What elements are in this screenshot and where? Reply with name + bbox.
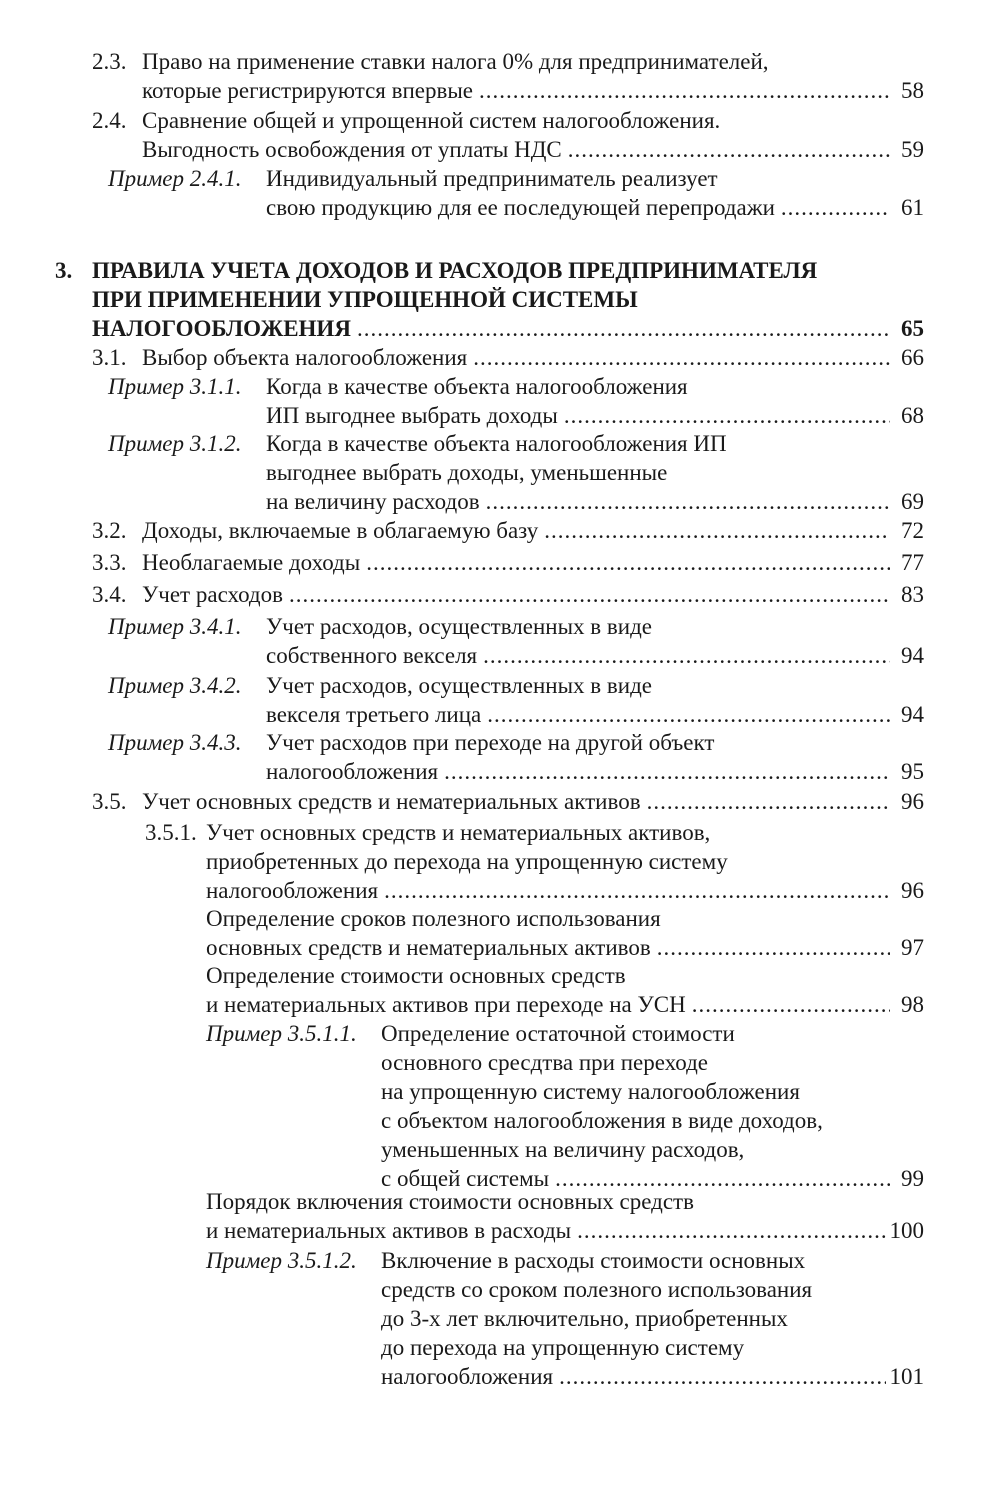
- toc-chapter-line: НАЛОГООБЛОЖЕНИЯ: [92, 316, 351, 341]
- toc-label: 3.2.: [92, 518, 127, 543]
- toc-label: Пример 3.1.2.: [108, 431, 242, 456]
- toc-label: 3.3.: [92, 550, 127, 575]
- toc-line: Учет расходов: [142, 582, 283, 607]
- toc-line: Выбор объекта налогообложения: [142, 345, 468, 370]
- toc-label: Пример 3.5.1.1.: [206, 1021, 357, 1046]
- toc-page-number: 96: [901, 789, 924, 814]
- toc-page-number: 66: [901, 345, 924, 370]
- toc-label: 2.4.: [92, 108, 127, 133]
- toc-label: 3.1.: [92, 345, 127, 370]
- toc-chapter-line: ПРИ ПРИМЕНЕНИИ УПРОЩЕННОЙ СИСТЕМЫ: [92, 287, 638, 312]
- toc-line: Право на применение ставки налога 0% для предпринимателей,: [142, 49, 769, 74]
- toc-line: ИП выгоднее выбрать доходы: [266, 403, 558, 428]
- toc-page-number: 96: [901, 878, 924, 903]
- toc-line: Включение в расходы стоимости основных: [381, 1248, 806, 1273]
- toc-line: с общей системы: [381, 1166, 550, 1191]
- toc-label: Пример 3.4.2.: [108, 673, 242, 698]
- toc-line: приобретенных до перехода на упрощенную систему: [206, 849, 728, 874]
- toc-line: налогообложения: [266, 759, 439, 784]
- toc-page-number: 83: [901, 582, 924, 607]
- toc-label: 3.5.: [92, 789, 127, 814]
- toc-line: Учет основных средств и нематериальных активов: [142, 789, 641, 814]
- toc-line: Необлагаемые доходы: [142, 550, 361, 575]
- toc-line: Выгодность освобождения от уплаты НДС: [142, 137, 562, 162]
- toc-line: Определение стоимости основных средств: [206, 963, 626, 988]
- toc-line: и нематериальных активов в расходы: [206, 1218, 572, 1243]
- toc-label: 2.3.: [92, 49, 127, 74]
- toc-line: Учет расходов, осуществленных в виде: [266, 673, 652, 698]
- toc-line: средств со сроком полезного использования: [381, 1277, 813, 1302]
- toc-line: с объектом налогообложения в виде доходов,: [381, 1108, 823, 1133]
- toc-line: Когда в качестве объекта налогообложения: [266, 374, 688, 399]
- toc-line: налогообложения: [381, 1364, 554, 1389]
- toc-page-number: 94: [901, 643, 924, 668]
- toc-page-number: 58: [901, 78, 924, 103]
- toc-line: основных средств и нематериальных активов: [206, 935, 651, 960]
- toc-label: 3.4.: [92, 582, 127, 607]
- toc-line: которые регистрируются впервые: [142, 78, 474, 103]
- toc-page-number: 94: [901, 702, 924, 727]
- toc-line: Определение сроков полезного использования: [206, 906, 661, 931]
- toc-page-number: 101: [889, 1364, 924, 1389]
- toc-line: Индивидуальный предприниматель реализует: [266, 166, 718, 191]
- toc-page-number: 61: [901, 195, 924, 220]
- toc-chapter-line: ПРАВИЛА УЧЕТА ДОХОДОВ И РАСХОДОВ ПРЕДПРИНИМАТЕЛЯ: [92, 258, 818, 283]
- toc-line: до перехода на упрощенную систему: [381, 1335, 745, 1360]
- toc-page-number: 95: [901, 759, 924, 784]
- toc-line: Определение остаточной стоимости: [381, 1021, 735, 1046]
- toc-page-number: 97: [901, 935, 924, 960]
- toc-label: 3.5.1.: [145, 820, 197, 845]
- toc-line: векселя третьего лица: [266, 702, 482, 727]
- toc-line: свою продукцию для ее последующей перепродажи: [266, 195, 775, 220]
- toc-line: Учет основных средств и нематериальных активов,: [206, 820, 711, 845]
- toc-page-number: 59: [901, 137, 924, 162]
- toc-page-number: 68: [901, 403, 924, 428]
- toc-label: Пример 3.4.3.: [108, 730, 242, 755]
- toc-page-number: 77: [901, 550, 924, 575]
- toc-page-number: 99: [901, 1166, 924, 1191]
- toc-line: Доходы, включаемые в облагаемую базу: [142, 518, 539, 543]
- toc-line: Учет расходов, осуществленных в виде: [266, 614, 652, 639]
- toc-label: Пример 2.4.1.: [108, 166, 242, 191]
- toc-line: Когда в качестве объекта налогообложения ИП: [266, 431, 727, 456]
- toc-page-number: 98: [901, 992, 924, 1017]
- toc-chapter-number: 3.: [55, 258, 73, 283]
- toc-line: Сравнение общей и упрощенной систем налогообложения.: [142, 108, 721, 133]
- toc-line: Учет расходов при переходе на другой объект: [266, 730, 715, 755]
- toc-line: Порядок включения стоимости основных средств: [206, 1189, 694, 1214]
- toc-line: на упрощенную систему налогообложения: [381, 1079, 800, 1104]
- toc-line: до 3-х лет включительно, приобретенных: [381, 1306, 788, 1331]
- toc-label: Пример 3.4.1.: [108, 614, 242, 639]
- toc-line: налогообложения: [206, 878, 379, 903]
- toc-line: и нематериальных активов при переходе на УСН: [206, 992, 686, 1017]
- toc-line: собственного векселя: [266, 643, 478, 668]
- toc-line: на величину расходов: [266, 489, 480, 514]
- toc-page-number: 69: [901, 489, 924, 514]
- toc-line: уменьшенных на величину расходов,: [381, 1137, 745, 1162]
- toc-label: Пример 3.5.1.2.: [206, 1248, 357, 1273]
- toc-label: Пример 3.1.1.: [108, 374, 242, 399]
- toc-page-number: 65: [901, 316, 924, 341]
- toc-page-number: 100: [889, 1218, 924, 1243]
- toc-page-number: 72: [901, 518, 924, 543]
- toc-line: основного сресдтва при переходе: [381, 1050, 708, 1075]
- toc-line: выгоднее выбрать доходы, уменьшенные: [266, 460, 668, 485]
